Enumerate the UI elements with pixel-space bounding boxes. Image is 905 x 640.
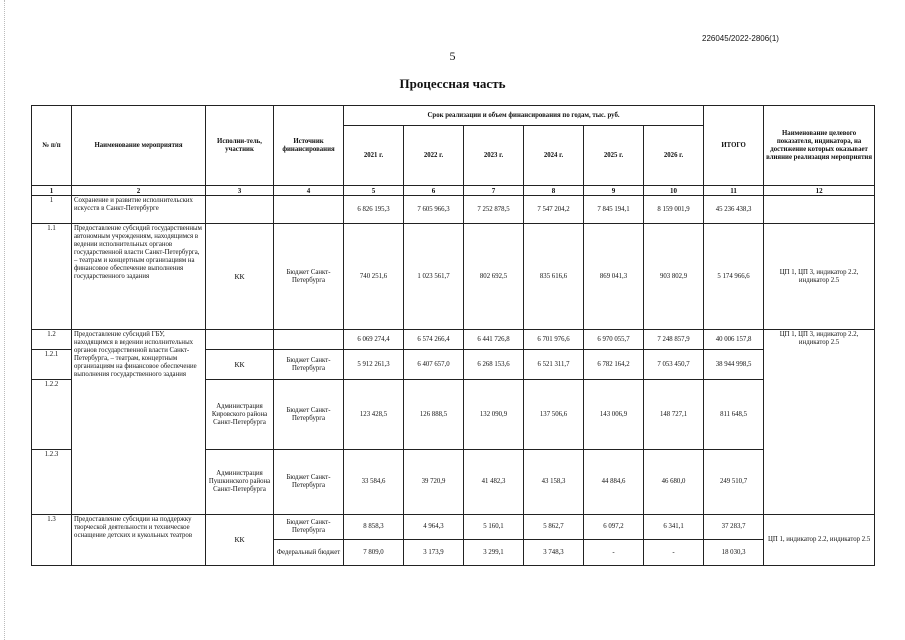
header-name: Наименование мероприятия xyxy=(72,106,206,186)
value-cell: 6 097,2 xyxy=(584,515,644,540)
col-number: 4 xyxy=(274,186,344,196)
total-cell: 18 030,3 xyxy=(704,540,764,566)
header-period: Срок реализации и объем финансирования по годам, тыс. руб. xyxy=(344,106,704,126)
value-cell: 7 053 450,7 xyxy=(644,350,704,380)
value-cell: 33 584,6 xyxy=(344,450,404,515)
page-title: Процессная часть xyxy=(399,76,506,91)
col-number: 12 xyxy=(764,186,875,196)
value-cell: 143 006,9 xyxy=(584,380,644,450)
value-cell: 6 441 726,8 xyxy=(464,330,524,350)
total-cell: 249 510,7 xyxy=(704,450,764,515)
value-cell: 148 727,1 xyxy=(644,380,704,450)
value-cell: 43 158,3 xyxy=(524,450,584,515)
row-source: Бюджет Санкт-Петербурга xyxy=(274,380,344,450)
table-row xyxy=(32,224,875,330)
total-cell: 37 283,7 xyxy=(704,515,764,540)
row-source: Бюджет Санкт-Петербурга xyxy=(274,224,344,330)
value-cell: 7 547 204,2 xyxy=(524,196,584,224)
total-cell: 38 944 998,5 xyxy=(704,350,764,380)
col-number: 10 xyxy=(644,186,704,196)
value-cell: 3 173,9 xyxy=(404,540,464,566)
header-year: 2024 г. xyxy=(524,126,584,186)
col-number: 5 xyxy=(344,186,404,196)
row-executor: Администрация Пушкинского района Санкт-Петербурга xyxy=(206,450,274,515)
row-source: Бюджет Санкт-Петербурга xyxy=(274,515,344,540)
row-executor: КК xyxy=(206,224,274,330)
value-cell: 5 160,1 xyxy=(464,515,524,540)
indicator-cell: ЦП 1, ЦП 3, индикатор 2.2, индикатор 2.5 xyxy=(764,224,875,330)
row-num: 1.1 xyxy=(32,224,72,330)
value-cell: 903 802,9 xyxy=(644,224,704,330)
row-num: 1.2.1 xyxy=(32,350,72,380)
value-cell: 5 912 261,3 xyxy=(344,350,404,380)
process-table xyxy=(31,105,875,566)
row-executor xyxy=(206,196,274,224)
value-cell: 132 090,9 xyxy=(464,380,524,450)
table-row xyxy=(32,515,875,540)
value-cell: 6 069 274,4 xyxy=(344,330,404,350)
row-name: Сохранение и развитие исполнительских искусств в Санкт-Петербурге xyxy=(72,196,206,224)
col-number: 2 xyxy=(72,186,206,196)
page-number: 5 xyxy=(449,49,456,63)
col-number: 1 xyxy=(32,186,72,196)
table-row xyxy=(32,196,875,224)
row-source xyxy=(274,330,344,350)
indicator-cell xyxy=(764,196,875,224)
value-cell: 6 341,1 xyxy=(644,515,704,540)
total-cell: 811 648,5 xyxy=(704,380,764,450)
value-cell: 41 482,3 xyxy=(464,450,524,515)
col-number: 6 xyxy=(404,186,464,196)
value-cell: 7 248 857,9 xyxy=(644,330,704,350)
total-cell: 5 174 966,6 xyxy=(704,224,764,330)
row-num: 1.2.2 xyxy=(32,380,72,450)
value-cell: 137 506,6 xyxy=(524,380,584,450)
row-executor: КК xyxy=(206,515,274,566)
row-source: Федеральный бюджет xyxy=(274,540,344,566)
value-cell: 869 041,3 xyxy=(584,224,644,330)
row-num: 1 xyxy=(32,196,72,224)
value-cell: 7 809,0 xyxy=(344,540,404,566)
header-year: 2025 г. xyxy=(584,126,644,186)
value-cell: - xyxy=(584,540,644,566)
total-cell: 40 006 157,8 xyxy=(704,330,764,350)
value-cell: 835 616,6 xyxy=(524,224,584,330)
row-name: Предоставление субсидии на поддержку творческой деятельности и техническое оснащение детских и кукольных театров xyxy=(72,515,206,566)
value-cell: 7 252 878,5 xyxy=(464,196,524,224)
value-cell: 44 884,6 xyxy=(584,450,644,515)
value-cell: 4 964,3 xyxy=(404,515,464,540)
value-cell: 6 782 164,2 xyxy=(584,350,644,380)
total-cell: 45 236 438,3 xyxy=(704,196,764,224)
value-cell: 6 574 266,4 xyxy=(404,330,464,350)
col-number: 7 xyxy=(464,186,524,196)
value-cell: - xyxy=(644,540,704,566)
header-year: 2022 г. xyxy=(404,126,464,186)
header-year: 2023 г. xyxy=(464,126,524,186)
value-cell: 3 748,3 xyxy=(524,540,584,566)
row-executor: КК xyxy=(206,350,274,380)
row-source: Бюджет Санкт-Петербурга xyxy=(274,450,344,515)
col-number: 11 xyxy=(704,186,764,196)
value-cell: 6 268 153,6 xyxy=(464,350,524,380)
value-cell: 5 862,7 xyxy=(524,515,584,540)
value-cell: 7 605 966,3 xyxy=(404,196,464,224)
header-executor: Исполни-тель, участник xyxy=(206,106,274,186)
row-name: Предоставление субсидий государственным автономным учреждениям, находящимся в ведении исполнительных органов государственной власти Санкт-Петербурга, – театрам и концертным организациям на финансовое обеспечение выполнения государственного задания xyxy=(72,224,206,330)
row-source: Бюджет Санкт-Петербурга xyxy=(274,350,344,380)
value-cell: 6 970 055,7 xyxy=(584,330,644,350)
header-source: Источник финансирования xyxy=(274,106,344,186)
value-cell: 126 888,5 xyxy=(404,380,464,450)
row-num: 1.2.3 xyxy=(32,450,72,515)
header-year: 2026 г. xyxy=(644,126,704,186)
header-total: ИТОГО xyxy=(704,106,764,186)
value-cell: 1 023 561,7 xyxy=(404,224,464,330)
row-num: 1.3 xyxy=(32,515,72,566)
value-cell: 6 826 195,3 xyxy=(344,196,404,224)
value-cell: 6 701 976,6 xyxy=(524,330,584,350)
row-num: 1.2 xyxy=(32,330,72,350)
col-number: 9 xyxy=(584,186,644,196)
indicator-cell: ЦП 1, ЦП 3, индикатор 2.2, индикатор 2.5 xyxy=(764,330,875,515)
value-cell: 6 407 657,0 xyxy=(404,350,464,380)
value-cell: 740 251,6 xyxy=(344,224,404,330)
indicator-cell: ЦП 1, индикатор 2.2, индикатор 2.5 xyxy=(764,515,875,566)
value-cell: 7 845 194,1 xyxy=(584,196,644,224)
header-year: 2021 г. xyxy=(344,126,404,186)
value-cell: 123 428,5 xyxy=(344,380,404,450)
table-row xyxy=(32,330,875,350)
col-number: 8 xyxy=(524,186,584,196)
row-executor: Администрация Кировского района Санкт-Петербурга xyxy=(206,380,274,450)
left-margin-line xyxy=(4,0,6,640)
col-number: 3 xyxy=(206,186,274,196)
header-num: № п/п xyxy=(32,106,72,186)
row-name: Предоставление субсидий ГБУ, находящимся в ведении исполнительных органов государственной власти Санкт-Петербурга, – театрам, концертным организациям на финансовое обеспечение выполнения государственного задания xyxy=(72,330,206,515)
value-cell: 46 680,0 xyxy=(644,450,704,515)
value-cell: 8 858,3 xyxy=(344,515,404,540)
value-cell: 802 692,5 xyxy=(464,224,524,330)
row-source xyxy=(274,196,344,224)
row-executor xyxy=(206,330,274,350)
document-number: 226045/2022-2806(1) xyxy=(702,34,779,43)
value-cell: 8 159 001,9 xyxy=(644,196,704,224)
value-cell: 3 299,1 xyxy=(464,540,524,566)
value-cell: 39 720,9 xyxy=(404,450,464,515)
header-indicator: Наименование целевого показателя, индикатора, на достижение которых оказывает влияние реализация мероприятия xyxy=(764,106,875,186)
value-cell: 6 521 311,7 xyxy=(524,350,584,380)
